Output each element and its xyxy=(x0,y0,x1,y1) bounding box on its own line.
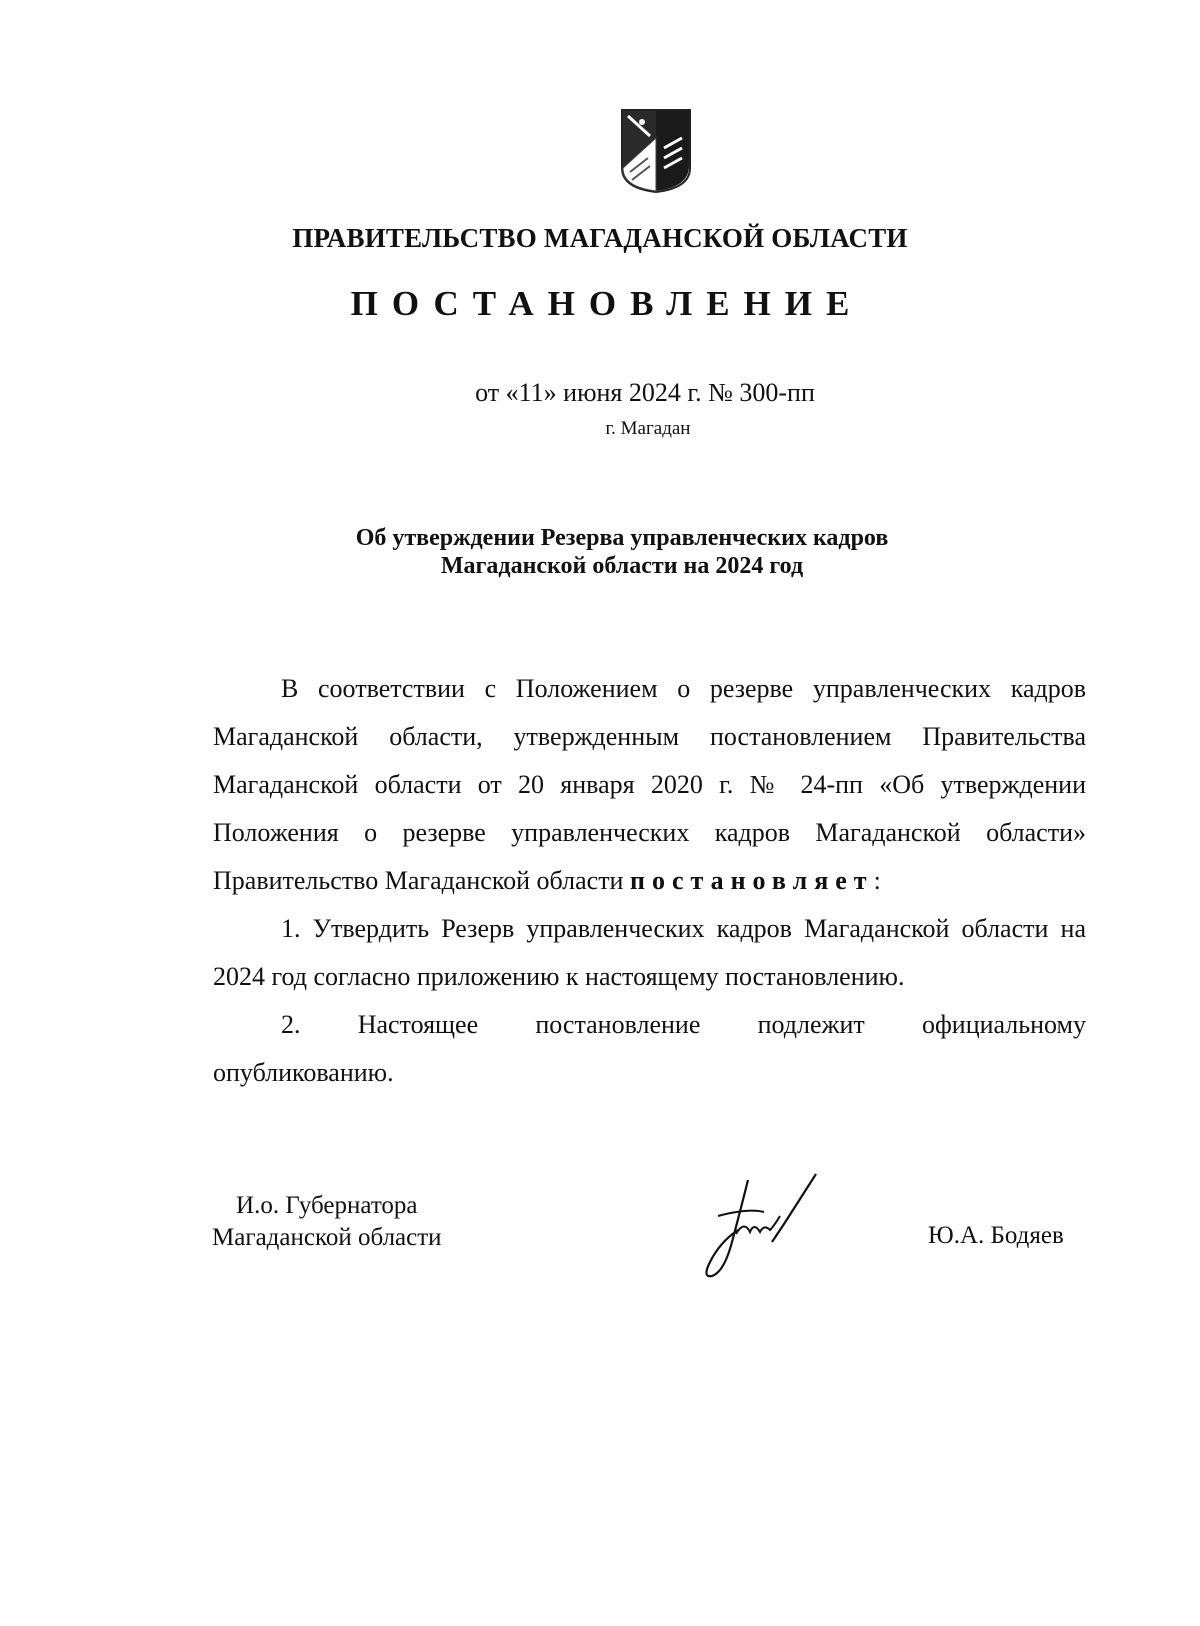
city-line: г. Магадан xyxy=(605,418,691,439)
subject-line-2: Магаданской области на 2024 год xyxy=(440,553,804,579)
position-line-1: И.о. Губернатора xyxy=(236,1192,418,1219)
position-line-2: Магаданской области xyxy=(212,1224,442,1251)
subject-line-1: Об утверждении Резерва управленческих кадров xyxy=(355,525,889,551)
preamble-paragraph xyxy=(213,665,1086,905)
document-subject xyxy=(0,524,1200,580)
handwritten-signature xyxy=(688,1172,838,1282)
date-number-line: от «11» июня 2024 г. № 300-пп xyxy=(475,378,815,407)
item-2-continuation: опубликованию. xyxy=(213,1058,394,1087)
item-2-paragraph: 2. Настоящее постановление подлежит официальному xyxy=(281,1010,1086,1039)
signatory-position xyxy=(212,1190,442,1254)
decree-word: постановляет xyxy=(629,866,874,895)
document-type-heading: ПОСТАНОВЛЕНИЕ xyxy=(350,284,864,323)
coat-of-arms-emblem xyxy=(620,108,692,194)
decree-colon: : xyxy=(873,866,881,895)
item-1-paragraph: 1. Утвердить Резерв управленческих кадров Магаданской области на 2024 год согласно приложению к настоящему постановлению. xyxy=(213,914,1086,991)
document-body xyxy=(213,665,1086,1097)
government-title: ПРАВИТЕЛЬСТВО МАГАДАНСКОЙ ОБЛАСТИ xyxy=(292,223,908,253)
signatory-name: Ю.А. Бодяев xyxy=(928,1222,1064,1249)
preamble-text: В соответствии с Положением о резерве управленческих кадров Магаданской области, утвержденным постановлением Правительства Магаданской области от 20 января 2020 г. № 24-пп «Об утверждении Положения о резерве управленческих кадров Магаданской области» Правительство Магаданской области xyxy=(213,674,1086,895)
